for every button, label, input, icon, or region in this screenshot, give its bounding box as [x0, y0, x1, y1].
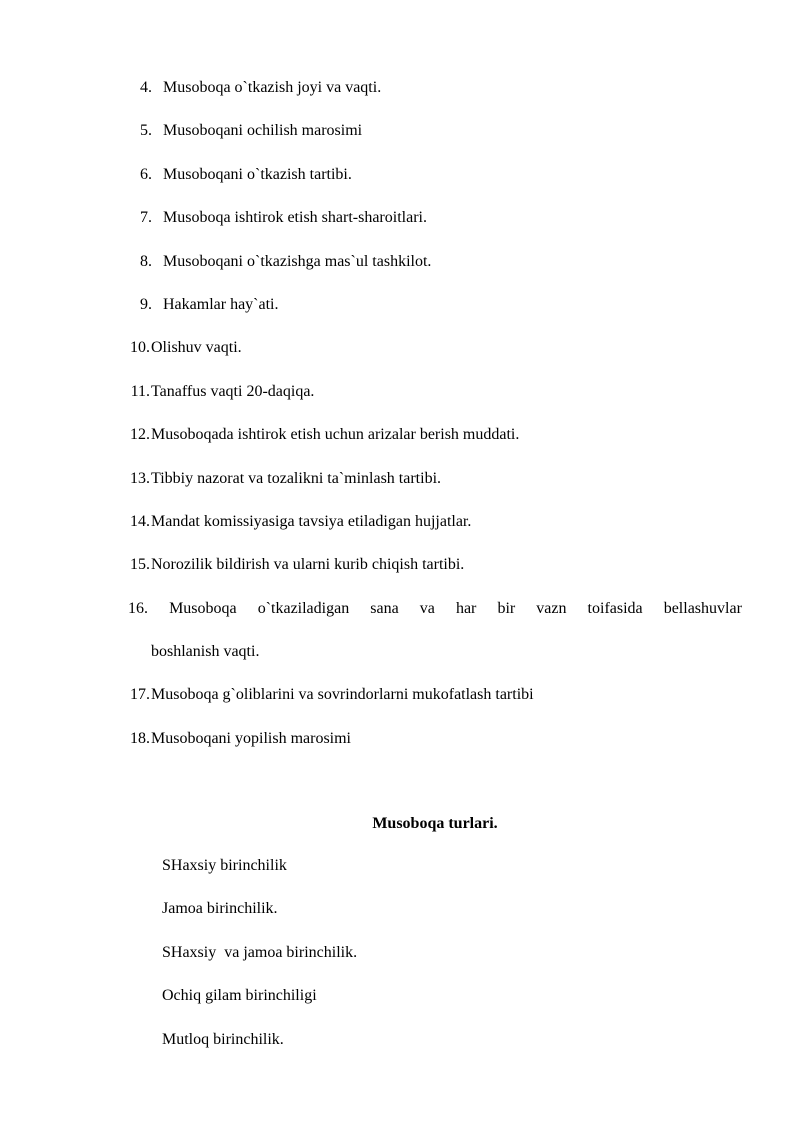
list-item-text: Norozilik bildirish va ularni kurib chiqish tartibi. [151, 556, 465, 574]
type-item: Jamoa birinchilik. [162, 900, 278, 918]
list-item-text: Mandat komissiyasiga tavsiya etiladigan hujjatlar. [151, 512, 472, 530]
list-item-number: 11. [130, 382, 150, 400]
section-heading: Musoboqa turlari. [372, 815, 498, 832]
type-item: Ochiq gilam birinchiligi [162, 987, 317, 1005]
list-item [0, 380, 800, 423]
type-item: Mutloq birinchilik. [162, 1030, 284, 1048]
list-item-text: Tanaffus vaqti 20-daqiqa. [151, 382, 315, 400]
list-item-text: Musoboqani ochilish marosimi [163, 122, 363, 140]
list-item [0, 467, 800, 510]
list-item-number: 4. [140, 79, 152, 96]
list-item-text: Tibbiy nazorat va tozalikni ta`minlash tartibi. [151, 469, 442, 487]
list-item [0, 336, 800, 379]
list-item-text: Musoboqani o`tkazish tartibi. [163, 165, 352, 183]
list-item [0, 510, 800, 553]
list-item-text: Musoboqada ishtirok etish uchun arizalar berish muddati. [151, 426, 520, 444]
list-item-wrapped [0, 597, 800, 684]
list-item-text: Musoboqa o`tkazish joyi va vaqti. [163, 79, 382, 96]
justified-word: Musoboqa [169, 599, 237, 617]
list-item-text: Musoboqani o`tkazishga mas`ul tashkilot. [163, 252, 432, 270]
justified-word: sana [370, 599, 399, 617]
type-item: SHaxsiy birinchilik [162, 857, 287, 874]
list-item-number: 12. [130, 426, 150, 444]
list-item [0, 206, 800, 249]
list-item-number: 17. [130, 686, 150, 704]
list-item [0, 727, 800, 770]
list-item-number: 6. [140, 165, 152, 183]
list-item-text: Hakamlar hay`ati. [163, 295, 279, 313]
justified-word: vazn [536, 599, 567, 617]
justified-word: toifasida [587, 599, 643, 617]
list-item-number: 18. [130, 729, 150, 747]
list-item-number: 5. [140, 122, 152, 140]
justified-word: o`tkaziladigan [257, 599, 350, 617]
list-item [0, 553, 800, 596]
list-item-number: 14. [130, 512, 150, 530]
list-item [0, 76, 800, 119]
list-item [0, 163, 800, 206]
justified-word: va [419, 599, 435, 617]
list-item [0, 423, 800, 466]
regulation-list [0, 76, 800, 770]
list-item [0, 119, 800, 162]
list-item-number: 16. [128, 599, 148, 617]
list-item [0, 293, 800, 336]
list-item-first-line [128, 597, 742, 621]
list-item-number: 15. [130, 556, 150, 574]
list-item-number: 13. [130, 469, 150, 487]
list-item-number: 9. [140, 295, 152, 313]
list-item [0, 683, 800, 726]
list-item-continuation: boshlanish vaqti. [151, 643, 260, 661]
competition-types-list [162, 854, 357, 1071]
list-item-number: 8. [140, 252, 152, 270]
list-item-text: Musoboqa ishtirok etish shart-sharoitlari. [163, 209, 427, 227]
justified-word: har [455, 599, 477, 617]
list-item-number: 7. [140, 209, 152, 227]
justified-word: bellashuvlar [663, 599, 742, 617]
type-item: SHaxsiy va jamoa birinchilik. [162, 943, 358, 961]
justified-word: bir [497, 599, 516, 617]
list-item-number: 10. [130, 339, 150, 357]
list-item [0, 250, 800, 293]
list-item-text: Musoboqa g`oliblarini va sovrindorlarni mukofatlash tartibi [151, 686, 534, 704]
list-item-text: Musoboqani yopilish marosimi [151, 729, 351, 747]
list-item-text: Olishuv vaqti. [151, 339, 242, 357]
